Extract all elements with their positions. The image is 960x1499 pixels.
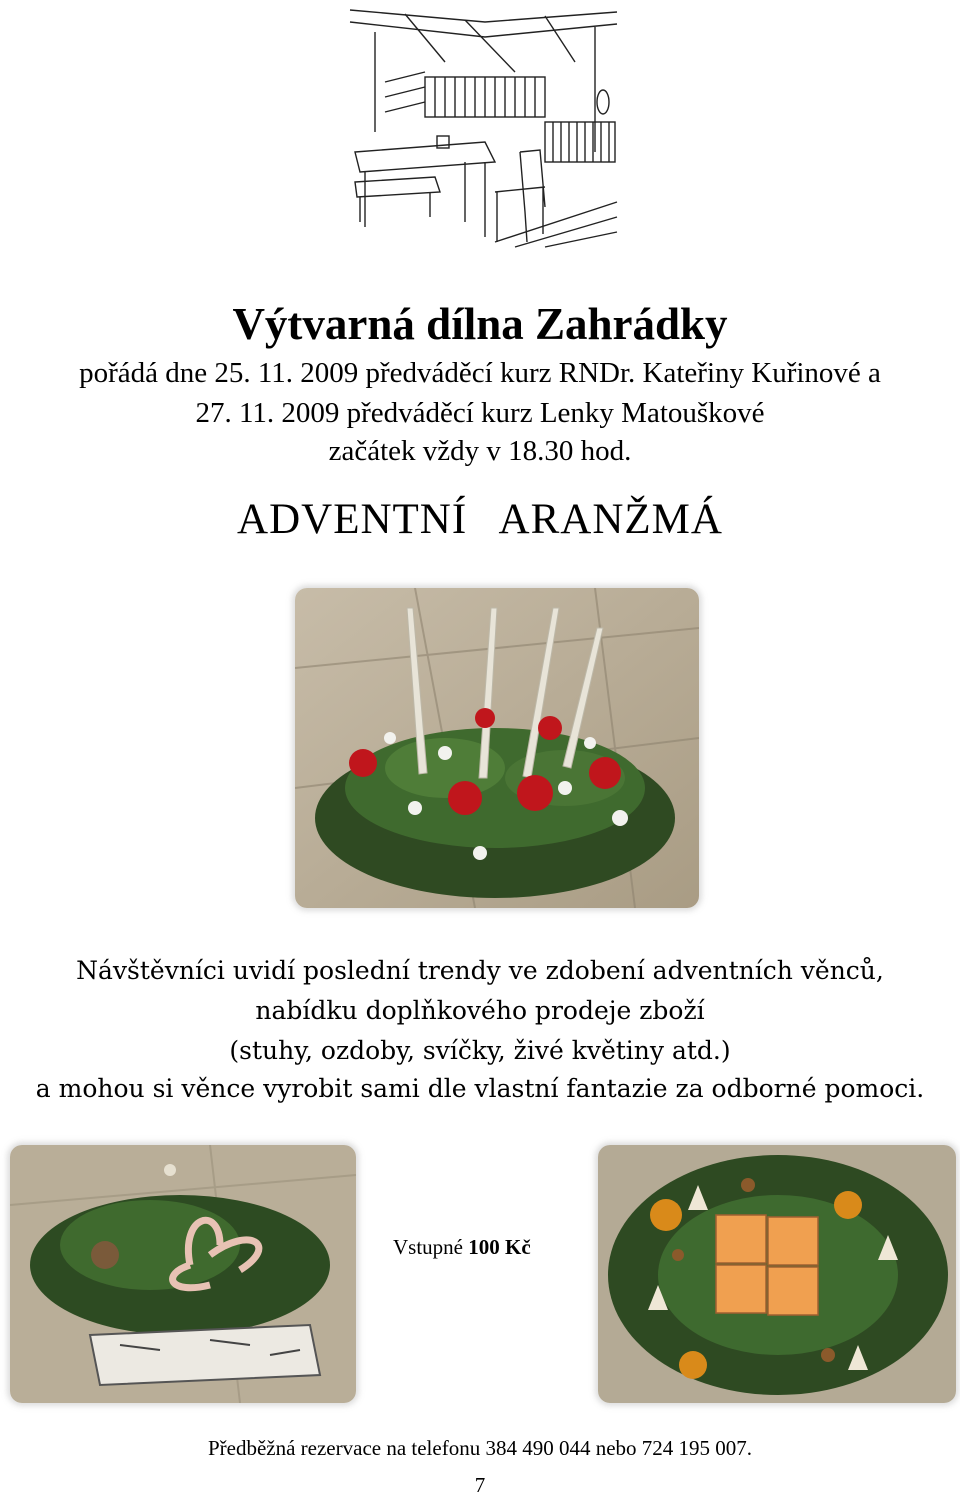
start-time-line: začátek vždy v 18.30 hod. [328,435,632,467]
entrance-fee-label: Vstupné [393,1235,463,1259]
advent-arrangement-photo [295,588,699,908]
orange-candles-photo [598,1145,956,1403]
description-line-2: nabídku doplňkového prodeje zboží [255,996,705,1025]
birch-arrangement-photo [10,1145,356,1403]
event-line-1: pořádá dne 25. 11. 2009 předváděcí kurz RNDr. Kateřiny Kuřinové a [79,357,881,389]
description-line-1: Návštěvníci uvidí poslední trendy ve zdobení adventních věnců, [76,956,884,985]
header-sketch-image [345,2,622,248]
page-number: 7 [474,1473,486,1497]
reservation-info: Předběžná rezervace na telefonu 384 490 044 nebo 724 195 007. [207,1436,753,1460]
event-line-2: 27. 11. 2009 předváděcí kurz Lenky Matouškové [195,397,765,429]
page-title: Výtvarná dílna Zahrádky [232,299,728,349]
section-heading: ADVENTNÍ ARANŽMÁ [237,496,723,543]
entrance-fee-value: 100 Kč [468,1235,531,1259]
description-line-3: (stuhy, ozdoby, svíčky, živé květiny atd.) [229,1036,731,1065]
description-line-4: a mohou si věnce vyrobit sami dle vlastní fantazie za odborné pomoci. [35,1074,925,1103]
entrance-fee [393,1233,531,1261]
